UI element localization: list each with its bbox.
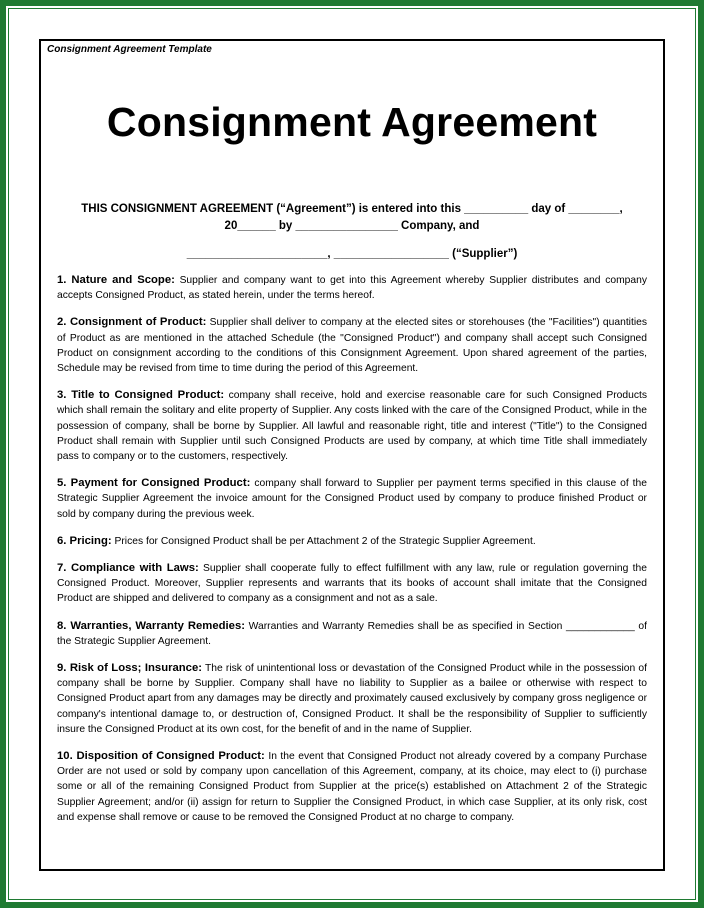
clause-heading: 10. Disposition of Consigned Product: — [57, 750, 265, 763]
clause-payment — [57, 476, 647, 522]
clause-pricing — [57, 534, 647, 549]
clause-disposition — [57, 749, 647, 825]
clause-text: In the event that Consigned Product not already covered by a company Purchase Order are not used or sold by company upon cancellation of this Agreement, company, at its choice, may elect to (i) purchase some or all of the remaining Consigned Product from Supplier at the price(s) established on Attachment 2 of the Strategic Supplier Agreement; and/or (ii) assign for return to Supplier the Consigned Product, in which case Supplier, at its only risk, cost and expense shall remove or cause to be removed the Consigned Product at no charge to company. — [57, 751, 648, 823]
clause-consignment-of-product — [57, 315, 647, 376]
template-label: Consignment Agreement Template — [47, 44, 212, 55]
clause-text: Prices for Consigned Product shall be per Attachment 2 of the Strategic Supplier Agreement. — [111, 535, 536, 547]
clause-text: Warranties and Warranty Remedies shall be as specified in Section ____________ of the Strategic Supplier Agreement. — [57, 620, 647, 647]
clause-heading: 9. Risk of Loss; Insurance: — [57, 662, 203, 675]
clause-text: Supplier and company want to get into this Agreement whereby Supplier distributes and company accepts Consigned Product, as stated herein, under the terms hereof. — [57, 275, 647, 302]
document-page — [39, 39, 665, 871]
clause-text: company shall receive, hold and exercise reasonable care for such Consigned Products which shall remain the solitary and elite property of Supplier. Any costs linked with the care of the Consigned Product, while in the possession of company, shall be borne by Supplier. All lawful and reasonable right, title and interest ("Title") to the Consigned Product shall remain with Supplier until such Consigned Products are used by company, at which time Title shall immediately pass to company or to the customers, respectively. — [57, 390, 647, 463]
clause-heading: 7. Compliance with Laws: — [57, 562, 199, 575]
clause-heading: 3. Title to Consigned Product: — [57, 389, 225, 402]
intro-line-1: THIS CONSIGNMENT AGREEMENT (“Agreement”) is entered into this __________ day of ________, — [81, 203, 623, 215]
clause-text: Supplier shall cooperate fully to effect fulfillment with any law, rule or regulation governing the Consigned Product. Moreover, Supplier represents and warrants that its books of account shall imitate that the Consigned Product are shipped and delivered to company as a consignment and not as a sale. — [57, 563, 647, 605]
intro-block — [55, 201, 649, 263]
intro-line-3: ______________________, __________________ (“Supplier”) — [186, 248, 518, 260]
clause-nature-and-scope — [57, 273, 647, 303]
clause-title-to-consigned-product — [57, 388, 647, 464]
clause-warranties — [57, 619, 647, 649]
clause-heading: 5. Payment for Consigned Product: — [57, 477, 251, 490]
clause-risk-of-loss — [57, 661, 647, 737]
intro-line-2: 20______ by ________________ Company, and — [224, 220, 480, 232]
clause-text: The risk of unintentional loss or devastation of the Consigned Product while in the possession of company shall be borne by Supplier. Company shall have no liability to Supplier as a bailee or otherwise with respect to Consigned Product apart from any damages may be directly and proximately caused exclusively by company gross negligence or company's intentional damage to, or destruction of, Consigned Product. It shall be the responsibility of Supplier to sufficiently insure the Consigned Product at its own cost, for the benefit of and in the name of Supplier. — [57, 663, 647, 735]
clause-text: Supplier shall deliver to company at the elected sites or storehouses (the "Facilities") quantities of Product as are mentioned in the attached Schedule (the "Consigned Product") and company shall accept such Consigned Product on consignment according to the conditions of this Consignment Agreement. Upon shared agreement of the parties, Schedule may be revised from time to time during the period of this Agreement. — [57, 317, 647, 375]
clause-text: company shall forward to Supplier per payment terms specified in this clause of the Strategic Supplier Agreement the invoice amount for the Consigned Product used by company to produce finished Product or sold by company during the previous week. — [57, 478, 648, 520]
clause-heading: 8. Warranties, Warranty Remedies: — [57, 619, 246, 632]
clause-heading: 6. Pricing: — [57, 534, 112, 547]
clause-heading: 2. Consignment of Product: — [57, 316, 207, 329]
clause-heading: 1. Nature and Scope: — [57, 274, 175, 286]
page-title: Consignment Agreement — [106, 99, 598, 145]
clauses — [57, 273, 647, 837]
clause-compliance-with-laws — [57, 561, 647, 607]
